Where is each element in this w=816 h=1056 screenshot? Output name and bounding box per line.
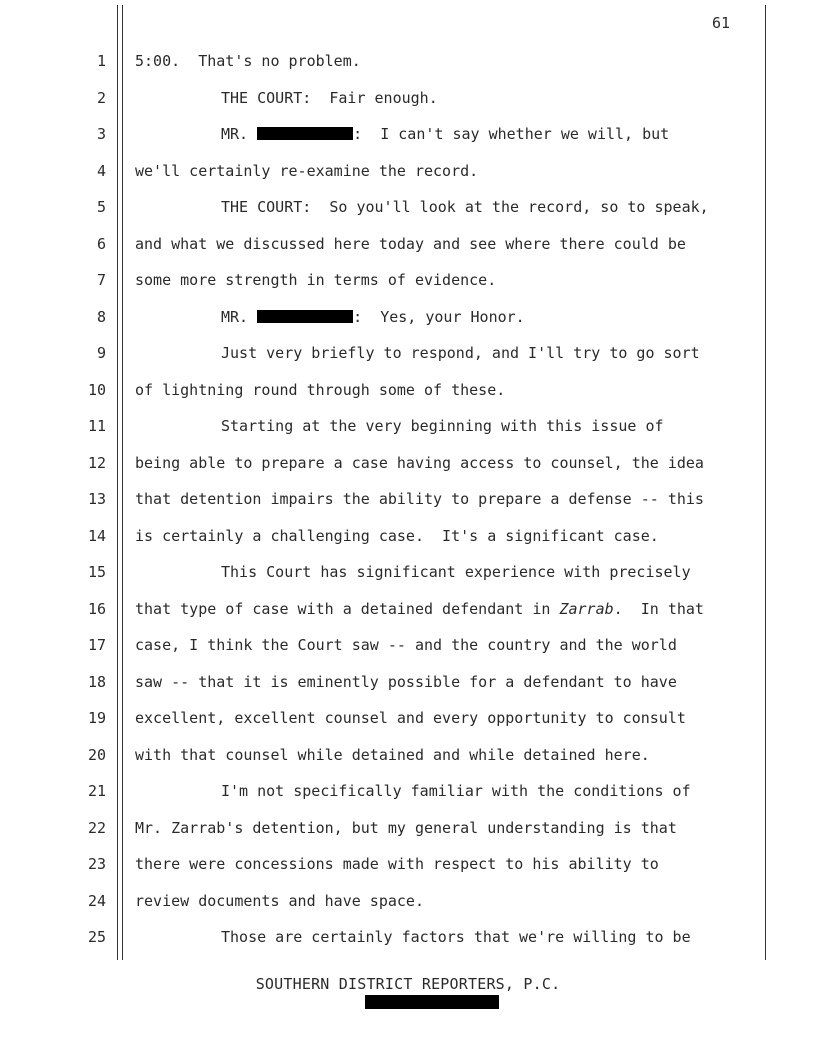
reporter-footer: SOUTHERN DISTRICT REPORTERS, P.C. [255,975,561,993]
line-number: 20 [87,745,106,764]
transcript-line [0,773,816,810]
line-number: 14 [87,526,106,545]
line-content: and what we discussed here today and see where there could be [135,234,686,253]
line-number: 5 [96,198,106,216]
line-content: is certainly a challenging case. It's a significant case. [135,526,659,545]
line-text [135,408,664,445]
line-content: Mr. Zarrab's detention, but my general understanding is that [135,818,677,837]
transcript-line [0,335,816,372]
transcript-line [0,883,816,920]
line-number: 6 [96,234,106,253]
transcript-line [0,591,816,628]
line-number: 4 [96,161,106,180]
line-content: 5:00. That's no problem. [135,52,361,70]
line-content: case, I think the Court saw -- and the country and the world [135,636,677,654]
transcript-line [0,737,816,774]
redaction-bar [257,310,353,323]
line-text [135,153,478,190]
line-content: excellent, excellent counsel and every opportunity to consult [135,709,686,727]
transcript-line [0,43,816,80]
line-number: 2 [96,88,106,107]
speaker-prefix: MR. [221,307,258,326]
line-content: : Yes, your Honor. [353,307,525,326]
line-number: 10 [87,380,106,399]
transcript-line [0,810,816,847]
line-text [135,737,650,774]
line-content: we'll certainly re-examine the record. [135,161,479,180]
line-text [135,518,659,555]
transcript-line [0,846,816,883]
redaction-bar [365,995,499,1009]
transcript-line [0,116,816,153]
line-text [135,846,659,883]
line-content: saw -- that it is eminently possible for a defendant to have [135,672,677,691]
line-number: 25 [87,928,106,946]
line-text [135,700,686,737]
transcript-line [0,262,816,299]
transcript-line [0,919,816,956]
transcript-line [0,481,816,518]
line-content: THE COURT: Fair enough. [221,88,438,107]
page-number: 61 [711,14,730,32]
line-number: 9 [96,344,106,362]
redaction-bar [257,127,353,140]
transcript-line [0,554,816,591]
speaker-prefix: MR. [221,125,258,143]
line-text [135,810,677,847]
transcript-line [0,518,816,555]
line-number: 22 [87,818,106,837]
line-number: 18 [87,672,106,691]
line-text [135,80,438,117]
transcript-line [0,700,816,737]
line-content-tail: . In that [613,599,704,618]
line-text [135,299,525,336]
line-number: 17 [87,636,106,654]
line-content: Just very briefly to respond, and I'll try to go sort [221,344,700,362]
line-text [135,664,677,701]
line-content: that type of case with a detained defendant in [135,599,560,618]
line-content: being able to prepare a case having access to counsel, the idea [135,453,704,472]
line-content: This Court has significant experience with precisely [221,563,691,581]
line-content: THE COURT: So you'll look at the record, so to speak, [221,198,709,216]
line-text [135,445,704,482]
line-number: 8 [96,307,106,326]
transcript-line [0,299,816,336]
line-text [135,335,700,372]
line-number: 11 [87,417,106,435]
line-text [135,919,691,956]
transcript-line [0,372,816,409]
line-text [135,226,686,263]
line-text [135,554,691,591]
line-number: 12 [87,453,106,472]
transcript-line [0,153,816,190]
line-number: 21 [87,782,106,800]
transcript-line [0,445,816,482]
line-number: 16 [87,599,106,618]
line-text [135,481,704,518]
line-number: 15 [87,563,106,581]
line-content: Starting at the very beginning with this issue of [221,417,664,435]
line-content: of lightning round through some of these. [135,380,506,399]
line-text [135,116,669,153]
line-number: 19 [87,709,106,727]
line-text [135,189,709,226]
line-content: some more strength in terms of evidence. [135,271,497,289]
line-content: with that counsel while detained and while detained here. [135,745,650,764]
line-content: I'm not specifically familiar with the conditions of [221,782,691,800]
line-text [135,372,505,409]
line-content: Those are certainly factors that we're willing to be [221,928,691,946]
line-number: 13 [87,490,106,508]
transcript-line [0,627,816,664]
line-content: there were concessions made with respect to his ability to [135,855,659,873]
transcript-line [0,408,816,445]
line-number: 24 [87,891,106,910]
line-content: review documents and have space. [135,891,424,910]
line-text [135,627,677,664]
line-text [135,591,704,628]
line-text [135,883,424,920]
case-name: Zarrab [559,599,614,618]
transcript-line [0,664,816,701]
line-text [135,262,496,299]
line-content: that detention impairs the ability to prepare a defense -- this [135,490,704,508]
line-content: : I can't say whether we will, but [353,125,670,143]
transcript-line [0,189,816,226]
line-text [135,773,691,810]
line-number: 1 [96,52,106,70]
transcript-line [0,80,816,117]
line-number: 7 [96,271,106,289]
line-number: 23 [87,855,106,873]
line-number: 3 [96,125,106,143]
transcript-body [0,43,816,956]
line-text [135,43,361,80]
transcript-line [0,226,816,263]
